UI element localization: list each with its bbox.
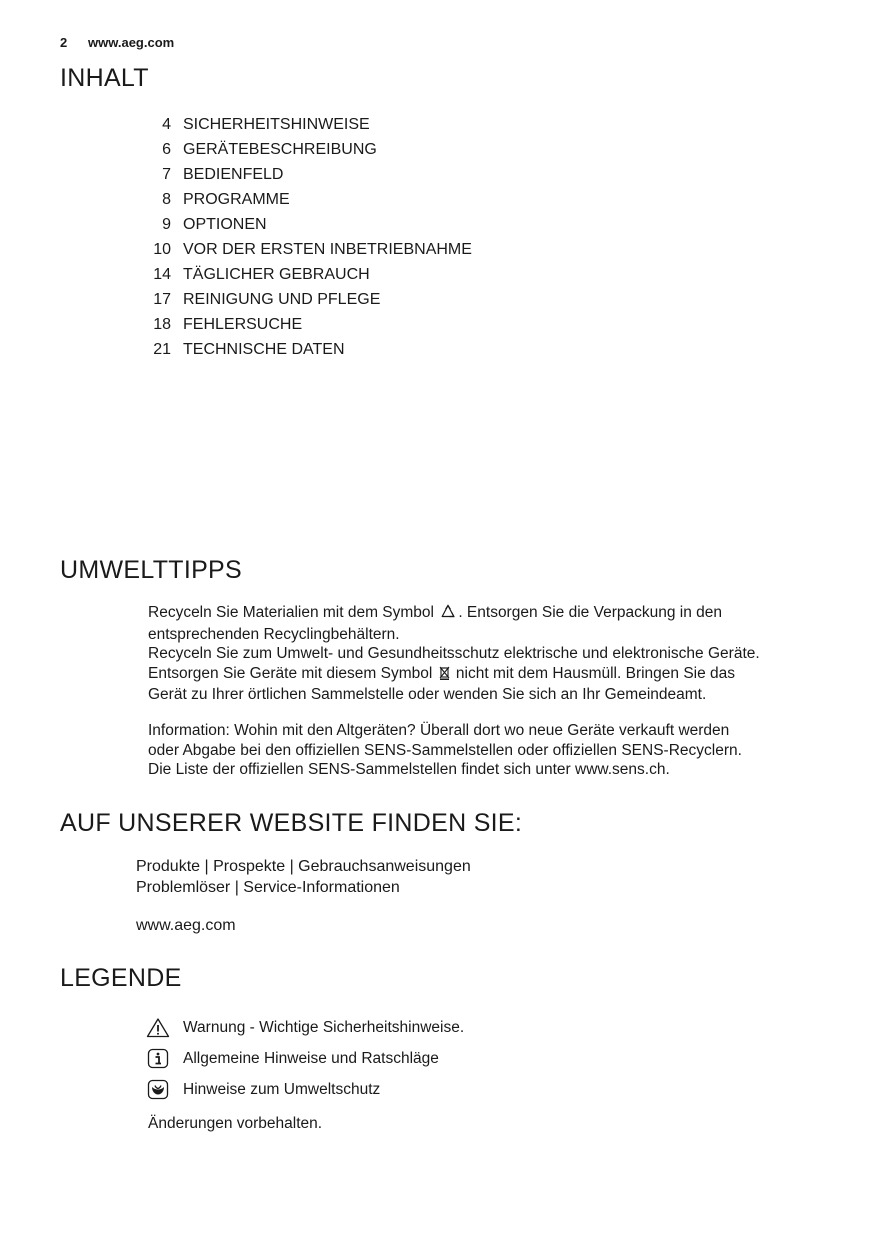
env-line-1-after: . Entsorgen Sie die Verpackung in den	[458, 604, 722, 621]
env-line-4-after: nicht mit dem Hausmüll. Bringen Sie das	[455, 664, 736, 682]
crossed-out-bin-icon	[439, 665, 450, 686]
toc-label: GERÄTEBESCHREIBUNG	[183, 141, 377, 158]
toc-entry[interactable]	[140, 162, 472, 187]
env-info-line-3: Die Liste der offiziellen SENS-Sammelstellen findet sich unter www.sens.ch.	[148, 761, 670, 778]
legend-item-environment	[145, 1074, 464, 1105]
toc-page-number: 10	[153, 241, 171, 258]
toc-entry[interactable]	[140, 237, 472, 262]
toc-label: TECHNISCHE DATEN	[183, 341, 345, 358]
toc-entry[interactable]	[140, 112, 472, 137]
changes-note: Änderungen vorbehalten.	[148, 1115, 323, 1132]
info-icon	[145, 1048, 170, 1070]
env-line-4-before: Entsorgen Sie Geräte mit diesem Symbol	[148, 664, 433, 682]
toc-title: INHALT	[60, 64, 149, 92]
legend-title: LEGENDE	[60, 964, 182, 992]
env-line-1-before: Recyceln Sie Materialien mit dem Symbol	[148, 604, 434, 621]
toc-label: FEHLERSUCHE	[183, 316, 303, 333]
toc-page-number: 4	[162, 116, 171, 133]
environment-icon	[145, 1079, 170, 1101]
env-line-4	[148, 664, 848, 686]
env-line-1	[148, 603, 848, 625]
recycling-icon	[440, 604, 456, 625]
environment-title: UMWELTTIPPS	[60, 556, 243, 584]
toc-page-number: 18	[153, 316, 171, 333]
page-header	[60, 35, 174, 50]
toc-page-number: 7	[162, 166, 171, 183]
env-line-2: entsprechenden Recyclingbehältern.	[148, 625, 400, 643]
legend-label-info: Allgemeine Hinweise und Ratschläge	[183, 1049, 439, 1067]
legend-item-info	[145, 1043, 464, 1074]
toc-entry[interactable]	[140, 187, 472, 212]
toc-page-number: 9	[162, 216, 171, 233]
env-line-3: Recyceln Sie zum Umwelt- und Gesundheitsschutz elektrische und elektronische Geräte.	[148, 645, 760, 662]
toc-label: OPTIONEN	[183, 216, 267, 233]
toc-page-number: 8	[162, 191, 171, 208]
toc-label: VOR DER ERSTEN INBETRIEBNAHME	[183, 241, 472, 258]
website-line-1: Produkte | Prospekte | Gebrauchsanweisungen	[136, 858, 471, 875]
toc-entry[interactable]	[140, 337, 472, 362]
env-info-line-1: Information: Wohin mit den Altgeräten? Überall dort wo neue Geräte verkauft werden	[148, 722, 730, 739]
toc-entry[interactable]	[140, 262, 472, 287]
legend-label-environment: Hinweise zum Umweltschutz	[183, 1080, 381, 1098]
toc-label: REINIGUNG UND PFLEGE	[183, 291, 381, 308]
toc-entry[interactable]	[140, 212, 472, 237]
website-links	[136, 856, 471, 898]
environment-paragraph-2	[148, 721, 848, 780]
toc-page-number: 21	[153, 341, 171, 358]
env-line-5: Gerät zu Ihrer örtlichen Sammelstelle oder wenden Sie sich an Ihr Gemeindeamt.	[148, 686, 707, 703]
legend-list	[145, 1012, 464, 1105]
legend-label-warning: Warnung - Wichtige Sicherheitshinweise.	[183, 1018, 465, 1036]
website-line-2: Problemlöser | Service-Informationen	[136, 879, 400, 896]
page-number: 2	[60, 35, 68, 50]
toc-page-number: 14	[153, 266, 171, 283]
header-site: www.aeg.com	[88, 35, 175, 50]
website-title: AUF UNSERER WEBSITE FINDEN SIE:	[60, 809, 523, 837]
toc-page-number: 17	[153, 291, 171, 308]
environment-paragraph-1	[148, 603, 848, 705]
toc-label: BEDIENFELD	[183, 166, 284, 183]
toc-entry[interactable]	[140, 287, 472, 312]
legend-item-warning	[145, 1012, 464, 1043]
toc-label: PROGRAMME	[183, 191, 290, 208]
website-url[interactable]: www.aeg.com	[136, 917, 236, 934]
toc-label: SICHERHEITSHINWEISE	[183, 116, 370, 133]
toc-label: TÄGLICHER GEBRAUCH	[183, 266, 370, 283]
env-info-line-2: oder Abgabe bei den offiziellen SENS-Sammelstellen oder offiziellen SENS-Recyclern.	[148, 741, 742, 759]
toc-entry[interactable]	[140, 312, 472, 337]
toc-entry[interactable]	[140, 137, 472, 162]
toc-page-number: 6	[162, 141, 171, 158]
table-of-contents	[140, 112, 472, 362]
warning-triangle-icon	[145, 1017, 170, 1039]
